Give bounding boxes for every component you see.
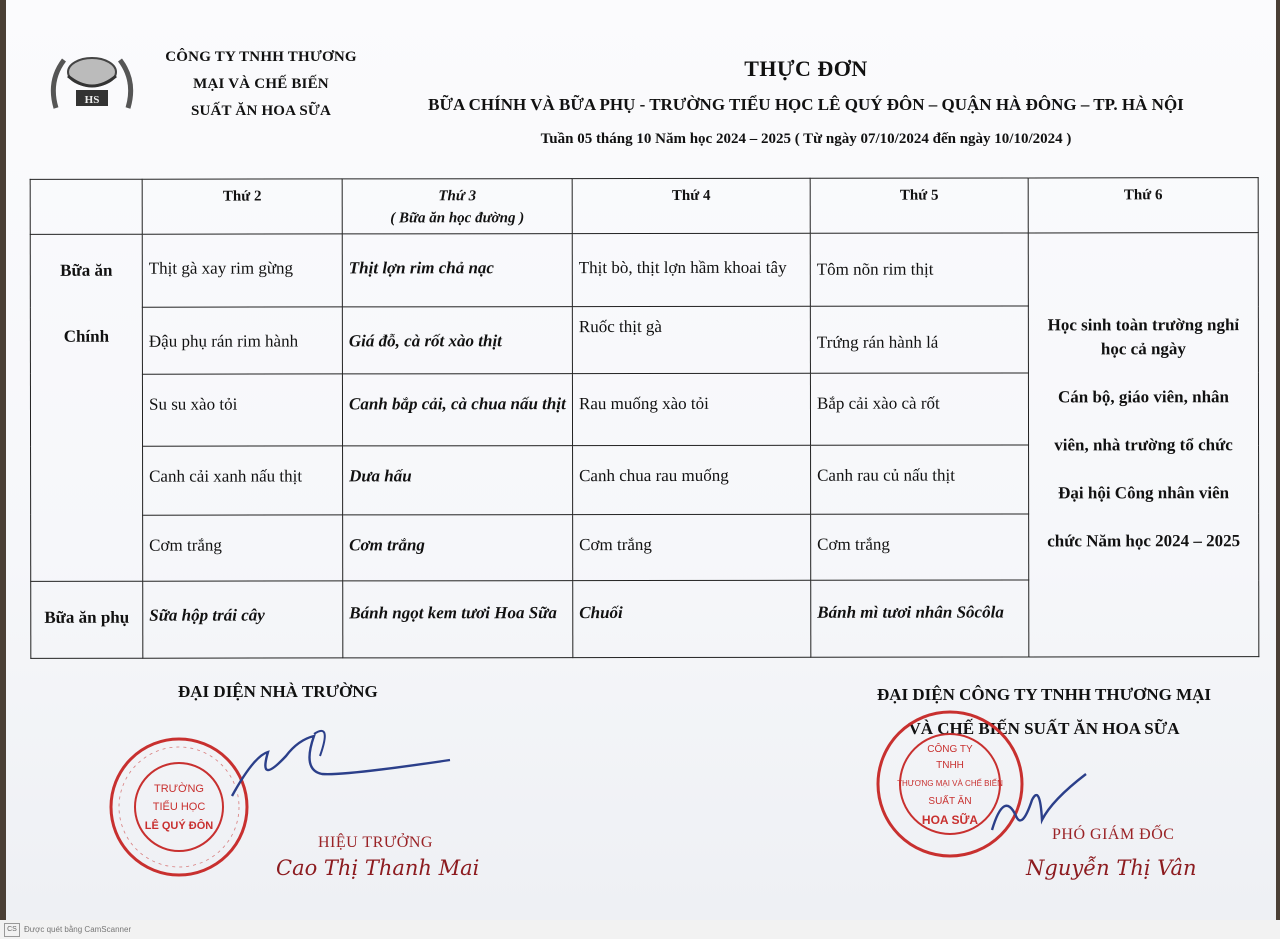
dish-cell: Giá đỗ, cà rốt xào thịt [342,307,572,374]
side-meal-label: Bữa ăn phụ [31,581,143,658]
menu-table [30,177,1260,659]
dish-cell: Rau muống xào tỏi [572,373,810,446]
svg-text:TIỂU HỌC: TIỂU HỌC [152,801,206,813]
day-header-mon: Thứ 2 [142,179,342,235]
corner-cell [30,179,142,235]
day-header-wed: Thứ 4 [572,178,810,234]
dish-cell: Su su xào tỏi [142,374,342,447]
document-page [6,0,1276,920]
scanner-text: Được quét bằng CamScanner [24,925,132,934]
day-header-fri: Thứ 6 [1028,178,1258,234]
day-header-tue-note: ( Bữa ăn học đường ) [390,210,525,227]
dish-cell: Đậu phụ rán rim hành [142,307,342,374]
principal-name: Cao Thị Thanh Mai [276,856,480,880]
table-row [30,233,1258,307]
dish-cell: Cơm trắng [811,514,1029,581]
friday-note-line: Đại hội Công nhân viên [1058,482,1230,503]
dish-cell: Canh cải xanh nấu thịt [143,446,343,515]
svg-text:HOA SỮA: HOA SỮA [921,813,979,827]
dish-cell: Thịt lợn rim chả nạc [342,234,572,307]
dish-cell: Canh bắp cải, cà chua nấu thịt [342,373,572,446]
company-rep-title-line: ĐẠI DIỆN CÔNG TY TNHH THƯƠNG MẠI [876,685,1212,704]
menu-subtitle: BỮA CHÍNH VÀ BỮA PHỤ - TRƯỜNG TIỂU HỌC LÊ QUÝ ĐÔN – QUẬN HÀ ĐÔNG – TP. HÀ NỘI [428,95,1184,114]
school-rep-title: ĐẠI DIỆN NHÀ TRƯỜNG [178,682,378,701]
scanner-watermark [0,920,1280,939]
svg-text:HS: HS [84,94,100,106]
dish-cell: Chuối [573,581,811,658]
svg-text:TRƯỜNG: TRƯỜNG [154,783,204,795]
dish-cell: Tôm nõn rim thịt [810,233,1028,306]
dish-cell: Bánh ngọt kem tươi Hoa Sữa [343,581,573,658]
svg-text:THƯƠNG MẠI VÀ CHẾ BIẾN: THƯƠNG MẠI VÀ CHẾ BIẾN [897,779,1003,788]
svg-text:SUẤT ĂN: SUẤT ĂN [928,796,972,807]
svg-text:CÔNG TY: CÔNG TY [927,744,973,755]
principal-role: HIỆU TRƯỞNG [318,834,433,851]
camscanner-icon: CS [4,923,20,937]
dish-cell: Cơm trắng [573,514,811,581]
main-meal-label [30,235,142,582]
principal-signature [202,716,462,806]
dish-cell: Cơm trắng [143,515,343,582]
dish-cell: Cơm trắng [343,514,573,581]
deputy-name: Nguyễn Thị Vân [1026,856,1197,880]
friday-note-line: Cán bộ, giáo viên, nhân [1057,386,1229,407]
friday-note-line: viên, nhà trường tổ chức [1054,434,1233,455]
company-name-line: CÔNG TY TNHH THƯƠNG [165,49,357,65]
dish-cell: Thịt bò, thịt lợn hầm khoai tây [572,234,810,307]
company-name-line: SUẤT ĂN HOA SỮA [190,103,332,119]
dish-cell: Thịt gà xay rim gừng [142,234,342,307]
friday-note [1028,233,1259,657]
svg-text:LÊ QUÝ ĐÔN: LÊ QUÝ ĐÔN [144,820,214,832]
dish-cell: Dưa hấu [343,446,573,515]
day-header-thu: Thứ 5 [810,178,1028,234]
day-header-row [30,178,1258,235]
dish-cell: Trứng rán hành lá [810,306,1028,373]
dish-cell: Canh rau củ nấu thịt [811,445,1029,514]
company-rep-title-line: VÀ CHẾ BIẾN SUẤT ĂN HOA SỮA [908,719,1180,738]
menu-week: Tuần 05 tháng 10 Năm học 2024 – 2025 ( Từ ngày 07/10/2024 đến ngày 10/10/2024 ) [540,131,1072,147]
day-header-tue-label: Thứ 3 [438,188,477,205]
company-name-line: MẠI VÀ CHẾ BIẾN [193,76,329,92]
dish-cell: Canh chua rau muống [573,445,811,514]
menu-title: THỰC ĐƠN [744,56,868,81]
dish-cell: Bắp cải xào cà rốt [810,373,1028,446]
company-logo [46,46,138,116]
dish-cell: Ruốc thịt gà [572,306,810,373]
main-meal-label-line: Chính [63,327,110,347]
dish-cell: Bánh mì tươi nhân Sôcôla [811,580,1029,657]
day-header-tue [342,179,572,235]
friday-note-line: chức Năm học 2024 – 2025 [1047,530,1241,551]
svg-text:TNHH: TNHH [936,760,964,771]
dish-cell: Sữa hộp trái cây [143,581,343,658]
friday-note-line: Học sinh toàn trường nghỉ học cả ngày [1047,314,1240,359]
main-meal-label-line: Bữa ăn [60,261,113,281]
deputy-role: PHÓ GIÁM ĐỐC [1052,826,1175,843]
